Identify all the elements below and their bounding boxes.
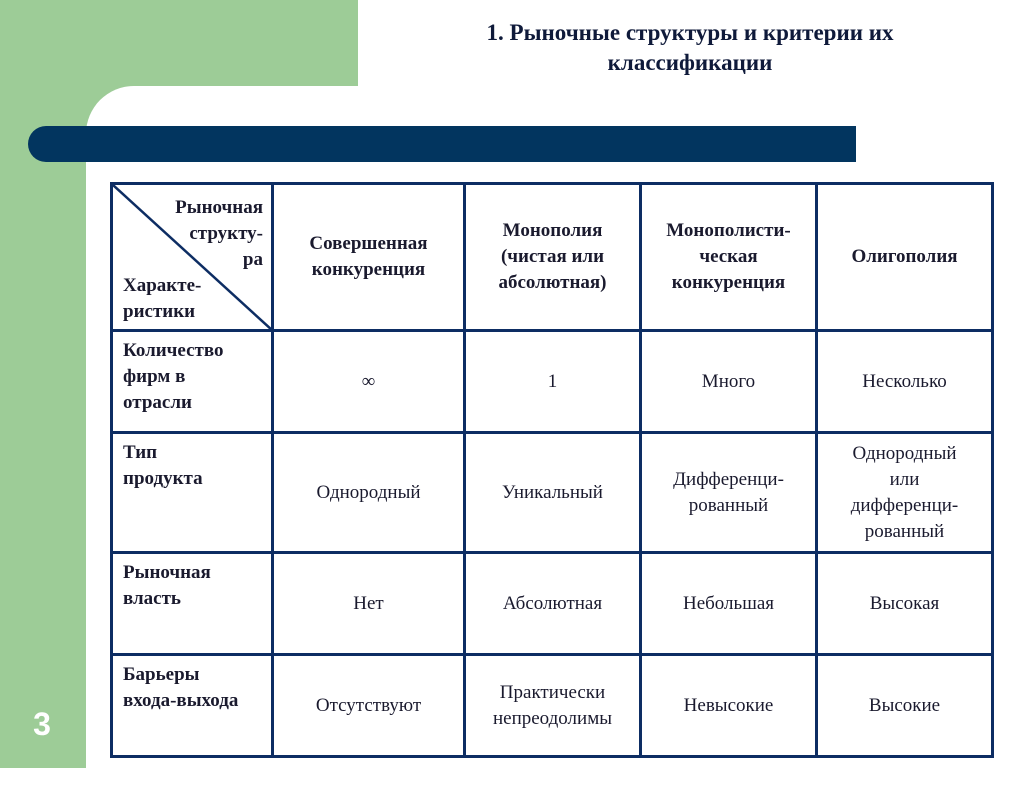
table-cell: Уникальный (465, 433, 641, 553)
table-cell: Высокие (817, 655, 993, 757)
corner-header-cell (112, 184, 273, 331)
table-cell: ∞ (273, 331, 465, 433)
row-header: Рыночная власть (112, 553, 273, 655)
column-header: Олигополия (817, 184, 993, 331)
slide-title: 1. Рыночные структуры и критерии их классификации (486, 20, 894, 75)
table-row (112, 553, 993, 655)
column-header: Монополия (чистая или абсолютная) (465, 184, 641, 331)
market-structures-table-container (110, 182, 994, 758)
column-header: Монополисти- ческая конкуренция (641, 184, 817, 331)
table-cell: Отсутствуют (273, 655, 465, 757)
table-cell: Практически непреодолимы (465, 655, 641, 757)
table-cell: Нет (273, 553, 465, 655)
table-cell: Невысокие (641, 655, 817, 757)
table-cell: Несколько (817, 331, 993, 433)
table-cell: Дифференци- рованный (641, 433, 817, 553)
table-cell: Однородный или дифференци- рованный (817, 433, 993, 553)
table-row (112, 655, 993, 757)
table-header-row (112, 184, 993, 331)
table-cell: Абсолютная (465, 553, 641, 655)
table-cell: 1 (465, 331, 641, 433)
table-row (112, 331, 993, 433)
column-header: Совершенная конкуренция (273, 184, 465, 331)
market-structures-table (110, 182, 994, 758)
row-header: Тип продукта (112, 433, 273, 553)
row-header: Количество фирм в отрасли (112, 331, 273, 433)
title-underline-bar (28, 126, 856, 162)
corner-label-structure: Рыночная структу- ра (175, 197, 263, 270)
table-cell: Однородный (273, 433, 465, 553)
corner-label-characteristics: Характе- ристики (123, 275, 202, 322)
table-cell: Небольшая (641, 553, 817, 655)
slide-number: 3 (33, 706, 51, 742)
row-header: Барьеры входа-выхода (112, 655, 273, 757)
table-cell: Высокая (817, 553, 993, 655)
table-cell: Много (641, 331, 817, 433)
table-row (112, 433, 993, 553)
